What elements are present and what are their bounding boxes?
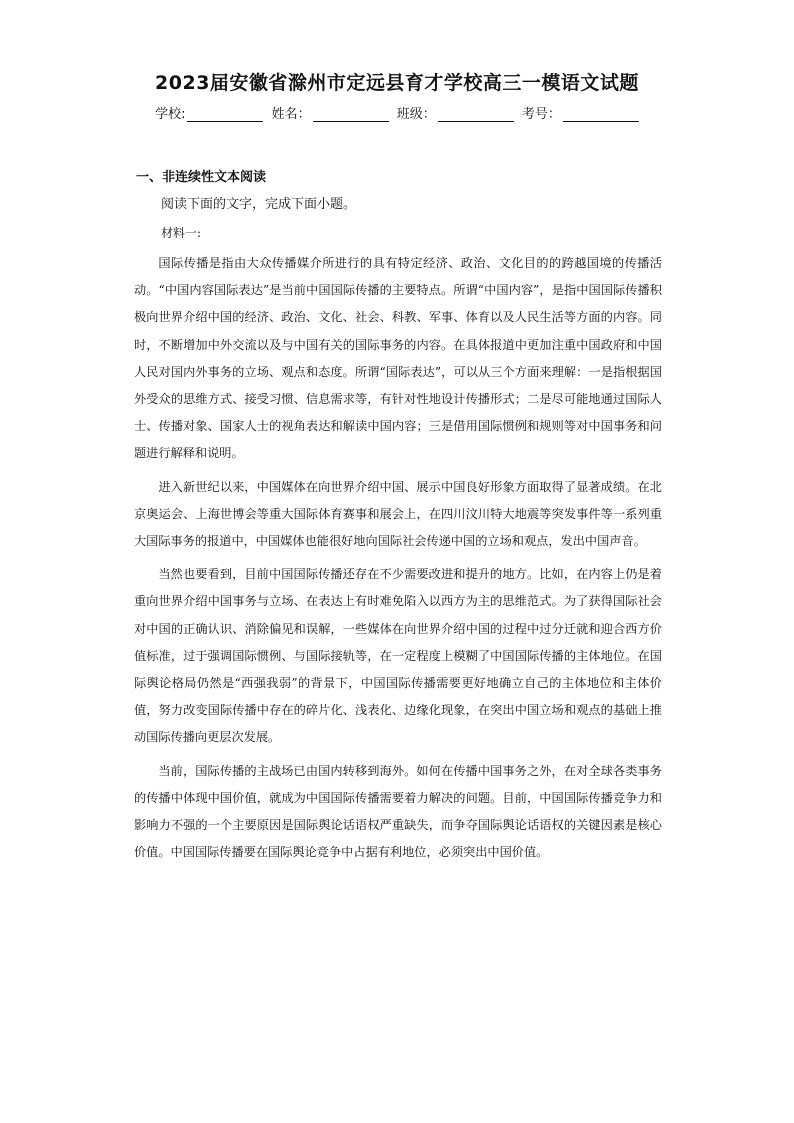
class-label: 班级： bbox=[396, 107, 436, 122]
section-heading: 一、非连续性文本阅读 bbox=[136, 170, 267, 185]
class-field bbox=[397, 103, 514, 122]
paragraph: 国际传播是指由大众传播媒介所进行的具有特定经济、政治、文化目的的跨越国境的传播活动。“中国内容国际表达”是当前中国国际传播的主要特点。所谓“中国内容”，是指中国国际传播积极向世界介绍中国的经济、政治、文化、社会、科教、军事、体育以及人民生活等方面的内容。同时，不断增加中外交流以及与中国有关的国际事务的内容。在具体报道中更加注重中国政府和中国人民对国内外事务的立场、观点和态度。所谓“国际表达”，可以从三个方面来理解：一是指根据国外受众的思维方式、接受习惯、信息需求等，有针对性地设计传播形式；二是尽可能地通过国际人士、传播对象、国家人士的视角表达和解读中国内容；三是借用国际惯例和规则等对中国事务和问题进行解释和说明。 bbox=[134, 256, 662, 461]
material-label: 材料一: bbox=[161, 226, 202, 240]
name-blank[interactable] bbox=[313, 108, 389, 122]
class-blank[interactable] bbox=[438, 108, 514, 122]
exam-no-label: 考号： bbox=[521, 107, 561, 122]
school-label: 学校: bbox=[155, 107, 186, 122]
school-field bbox=[155, 103, 263, 122]
paragraph: 当前，国际传播的主战场已由国内转移到海外。如何在传播中国事务之外，在对全球各类事务的传播中体现中国价值，就成为中国国际传播需要着力解决的问题。目前，中国国际传播竞争力和影响力不强的一个主要原因是国际舆论话语权严重缺失，而争夺国际舆论话语权的关键因素是核心价值。中国国际传播要在国际舆论竞争中占据有利地位，必须突出中国价值。 bbox=[134, 763, 662, 860]
student-info-line bbox=[0, 103, 794, 122]
material-body bbox=[134, 250, 662, 872]
school-blank[interactable] bbox=[187, 108, 263, 122]
exam-title: 2023届安徽省滁州市定远县育才学校高三一模语文试题 bbox=[155, 72, 639, 94]
name-label: 姓名： bbox=[271, 107, 311, 122]
name-field bbox=[272, 103, 389, 122]
paragraph: 进入新世纪以来，中国媒体在向世界介绍中国、展示中国良好形象方面取得了显著成绩。在北京奥运会、上海世博会等重大国际体育赛事和展会上，在四川汶川特大地震等突发事件等一系列重大国际事务的报道中，中国媒体也能很好地向国际社会传递中国的立场和观点，发出中国声音。 bbox=[134, 479, 662, 549]
paragraph: 当然也要看到，目前中国国际传播还存在不少需要改进和提升的地方。比如，在内容上仍是着重向世界介绍中国事务与立场、在表达上有时难免陷入以西方为主的思维范式。为了获得国际社会对中国的正确认识、消除偏见和误解，一些媒体在向世界介绍中国的过程中过分迁就和迎合西方价值标准，过于强调国际惯例、与国际接轨等，在一定程度上模糊了中国国际传播的主体地位。在国际舆论格局仍然是“西强我弱”的背景下，中国国际传播需要更好地确立自己的主体地位和主体价值，努力改变国际传播中存在的碎片化、浅表化、边缘化现象，在突出中国立场和观点的基础上推动国际传播向更层次发展。 bbox=[134, 567, 662, 745]
exam-no-blank[interactable] bbox=[563, 108, 639, 122]
exam-no-field bbox=[522, 103, 639, 122]
reading-instruction: 阅读下面的文字，完成下面小题。 bbox=[161, 197, 357, 212]
